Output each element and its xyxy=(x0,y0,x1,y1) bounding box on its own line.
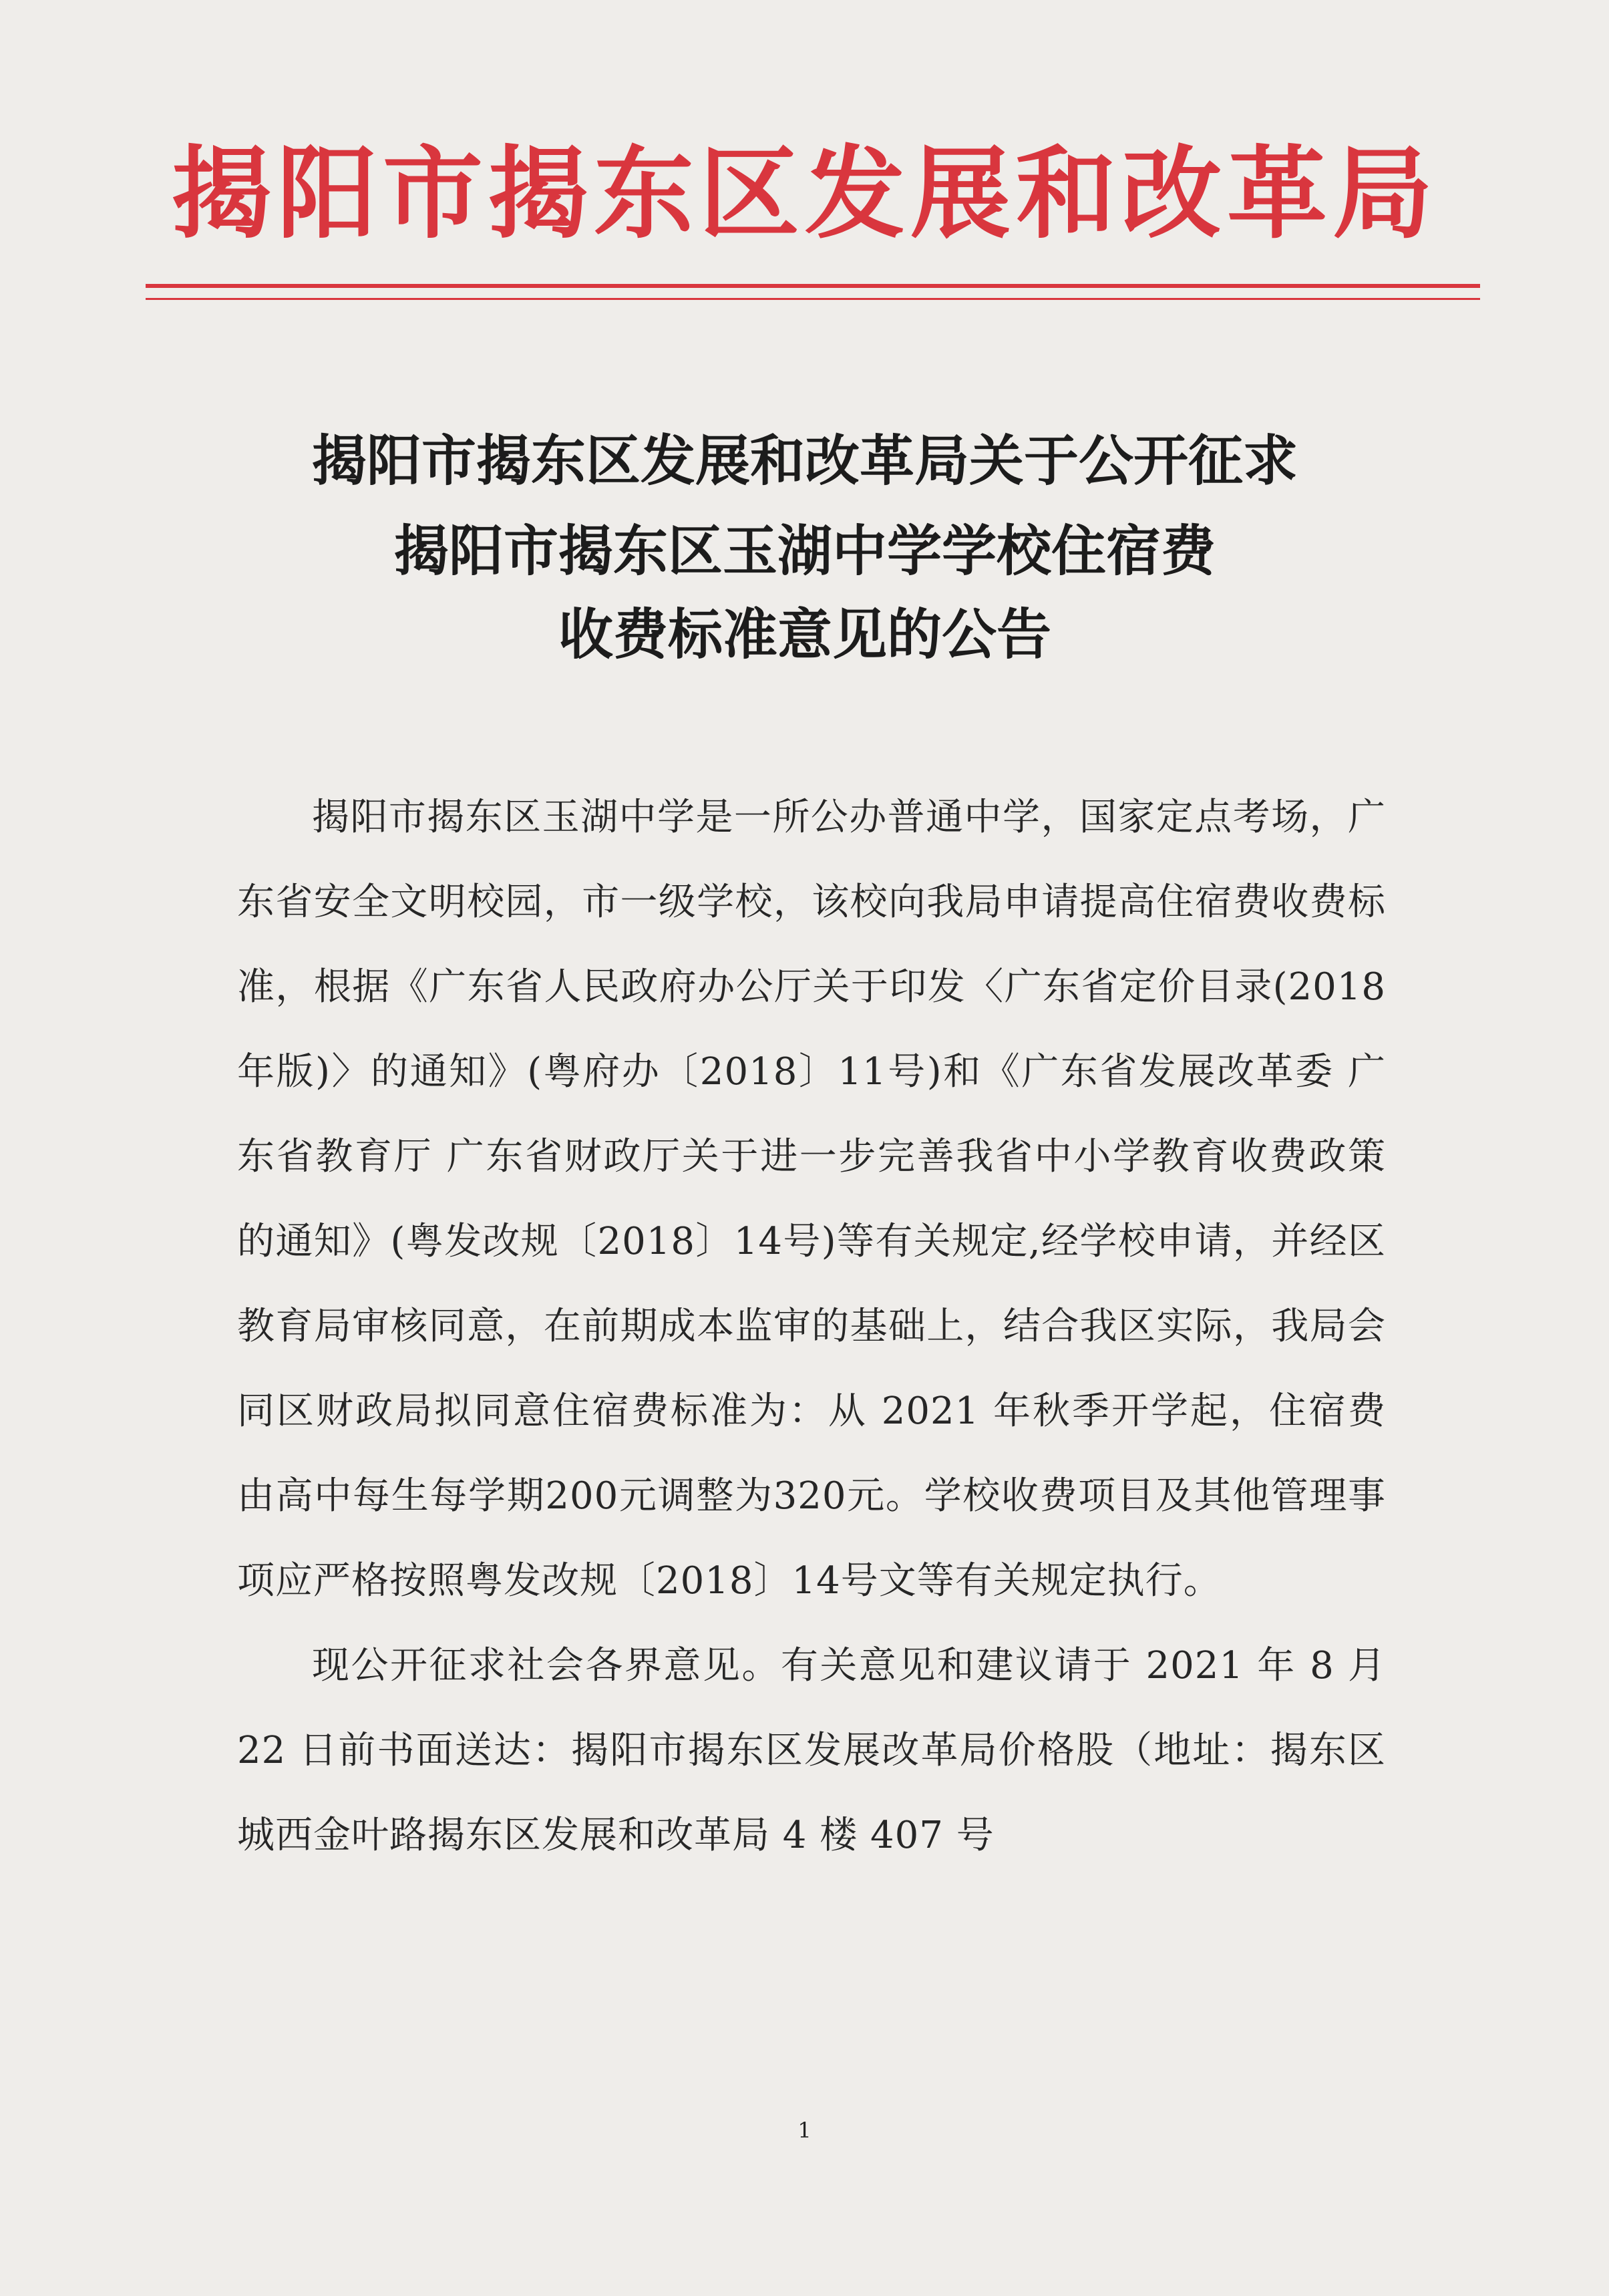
document-title-line-1: 揭阳市揭东区发展和改革局关于公开征求 xyxy=(311,429,1298,493)
letterhead-red-rule-thick xyxy=(146,284,1480,288)
body-paragraph-2: 现公开征求社会各界意见。有关意见和建议请于 2021 年 8 月 22 日前书面送达：揭阳市揭东区发展改革局价格股（地址：揭东区城西金叶路揭东区发展和改革局 4 楼 407 号 xyxy=(237,1644,1386,1857)
document-body xyxy=(237,775,1386,1878)
document-title-line-2: 揭阳市揭东区玉湖中学学校住宿费 xyxy=(393,519,1216,583)
document-title-line-3: 收费标准意见的公告 xyxy=(558,603,1051,667)
letterhead-red-rule-thin xyxy=(146,298,1480,300)
letterhead-org-name: 揭阳市揭东区发展和改革局 xyxy=(171,135,1438,253)
body-paragraph-1: 揭阳市揭东区玉湖中学是一所公办普通中学，国家定点考场，广东省安全文明校园，市一级学校，该校向我局申请提高住宿费收费标准，根据《广东省人民政府办公厅关于印发〈广东省定价目录(2018年版)〉的通知》(粤府办〔2018〕11号)和《广东省发展改革委 广东省教育厅 广东省财政厅关于进一步完善我省中小学教育收费政策的通知》(粤发改规〔2018〕14号)等有关规定,经学校申请，并经区教育局审核同意，在前期成本监审的基础上，结合我区实际，我局会同区财政局拟同意住宿费标准为：从 2021 年秋季开学起，住宿费由高中每生每学期200元调整为320元。学校收费项目及其他管理事项应严格按照粤发改规〔2018〕14号文等有关规定执行。 xyxy=(237,796,1386,1603)
page-number: 1 xyxy=(797,2118,812,2143)
